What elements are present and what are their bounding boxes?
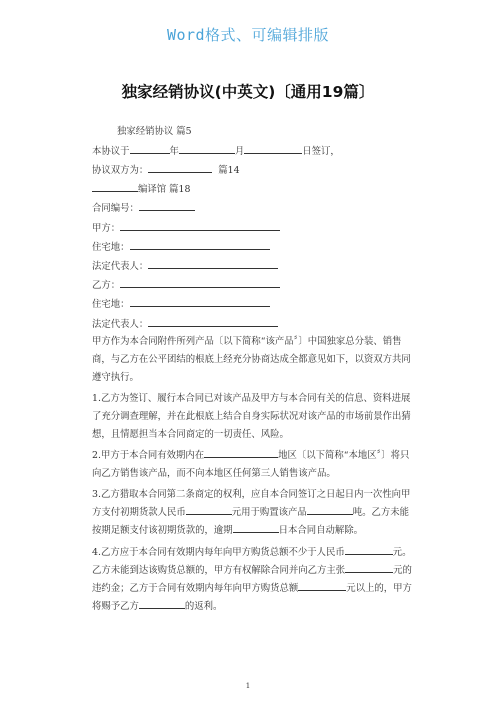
clause-2-part-b: 地区〔以下简称“本地区〞〕将只向乙方销售该产品，而不向本地区任何第三人销售该产品。 bbox=[92, 450, 410, 479]
blank-line bbox=[244, 143, 302, 154]
residence-b-line bbox=[92, 296, 270, 312]
clause-4-part-c: 元的违约金；乙方于合同有效期内每年向甲方购货总额 bbox=[92, 565, 412, 594]
month-label: 月 bbox=[234, 146, 245, 157]
party-a-line bbox=[92, 220, 280, 236]
legal-rep-b-label: 法定代表人： bbox=[92, 319, 149, 330]
clause-4-part-e: 的返利。 bbox=[184, 601, 223, 612]
party-b-line bbox=[92, 277, 280, 293]
translator-tail: 编译馆 篇18 bbox=[138, 184, 191, 195]
parties-tail: 篇14 bbox=[218, 165, 240, 176]
residence-b-label: 住宅地： bbox=[92, 299, 130, 310]
clause-4-part-d: 元以上的，甲方将赐予乙方 bbox=[92, 583, 412, 612]
clause-4 bbox=[92, 544, 416, 616]
section-subheading: 独家经销协议 篇5 bbox=[117, 126, 192, 137]
clause-3 bbox=[92, 486, 416, 540]
blank-line bbox=[139, 200, 195, 211]
year-label: 年 bbox=[169, 146, 179, 157]
blank-line bbox=[233, 522, 279, 533]
document-title: 独家经销协议(中英文)〔通用19篇〕 bbox=[121, 83, 375, 101]
clause-1: 1.乙方为签订、履行本合同已对该产品及甲方与本合同有关的信息、资料进展了充分调查理解，并在此根底上结合自身实际状况对该产品的市场前景作出猜想，且情愿担当本合同商定的一切责任、风险。 bbox=[92, 393, 411, 440]
contract-number-line bbox=[92, 200, 195, 216]
page-number: 1 bbox=[245, 682, 251, 690]
legal-rep-a-line bbox=[92, 258, 278, 274]
clause-4-part-b: 元。乙方未能到达该购货总额的，甲方有权解除合同并向乙方主张 bbox=[92, 547, 412, 576]
legal-rep-a-label: 法定代表人： bbox=[92, 261, 149, 272]
blank-line bbox=[120, 277, 280, 288]
clause-3-part-c: 吨。乙方未能按期足额支付该初期货款的，逾期 bbox=[92, 507, 410, 536]
clause-4-part-a: 4.乙方应于本合同有效期内每年向甲方购货总额不少于人民币 bbox=[92, 547, 345, 558]
blank-line bbox=[139, 598, 185, 609]
clause-3-part-d: 日本合同自动解除。 bbox=[278, 525, 364, 536]
clause-2 bbox=[92, 447, 416, 483]
date-prefix: 本协议于 bbox=[92, 146, 130, 157]
blank-line bbox=[345, 544, 393, 555]
clause-3-part-a: 3.乙方猎取本合同第二条商定的权利，应自本合同签订之日起日内一次性向甲方支付初期货款人民币 bbox=[92, 489, 411, 518]
blank-line bbox=[148, 316, 278, 327]
blank-line bbox=[186, 504, 232, 515]
contract-number-label: 合同编号： bbox=[92, 203, 139, 214]
blank-line bbox=[179, 143, 235, 154]
blank-line bbox=[345, 562, 393, 573]
clause-2-part-a: 2.甲方于本合同有效期内在 bbox=[92, 450, 205, 461]
intro-paragraph: 甲方作为本合同附件所列产品〔以下简称“该产品〞〕中国独家总分装、销售商，与乙方在公平团结的根底上经充分协商达成全都意见如下，以资双方共同遵守执行。 bbox=[92, 336, 411, 383]
clause-3-part-b: 元用于购置该产品 bbox=[231, 507, 307, 518]
blank-line bbox=[130, 239, 270, 250]
blank-line bbox=[92, 181, 138, 192]
party-b-label: 乙方： bbox=[92, 280, 121, 291]
legal-rep-b-line bbox=[92, 316, 278, 332]
party-a-label: 甲方： bbox=[92, 223, 121, 234]
blank-line bbox=[307, 504, 353, 515]
document-banner: Word格式、可编辑排版 bbox=[166, 26, 330, 44]
blank-line bbox=[130, 296, 270, 307]
blank-line bbox=[204, 447, 278, 458]
residence-a-line bbox=[92, 239, 270, 255]
parties-label: 协议双方为： bbox=[92, 165, 149, 176]
blank-line bbox=[298, 580, 346, 591]
blank-line bbox=[148, 162, 212, 173]
residence-a-label: 住宅地： bbox=[92, 242, 130, 253]
blank-line bbox=[130, 143, 170, 154]
translator-line bbox=[92, 181, 190, 197]
blank-line bbox=[148, 258, 278, 269]
date-line bbox=[92, 143, 340, 159]
parties-line bbox=[92, 162, 240, 178]
blank-line bbox=[120, 220, 280, 231]
date-suffix: 日签订， bbox=[302, 146, 340, 157]
